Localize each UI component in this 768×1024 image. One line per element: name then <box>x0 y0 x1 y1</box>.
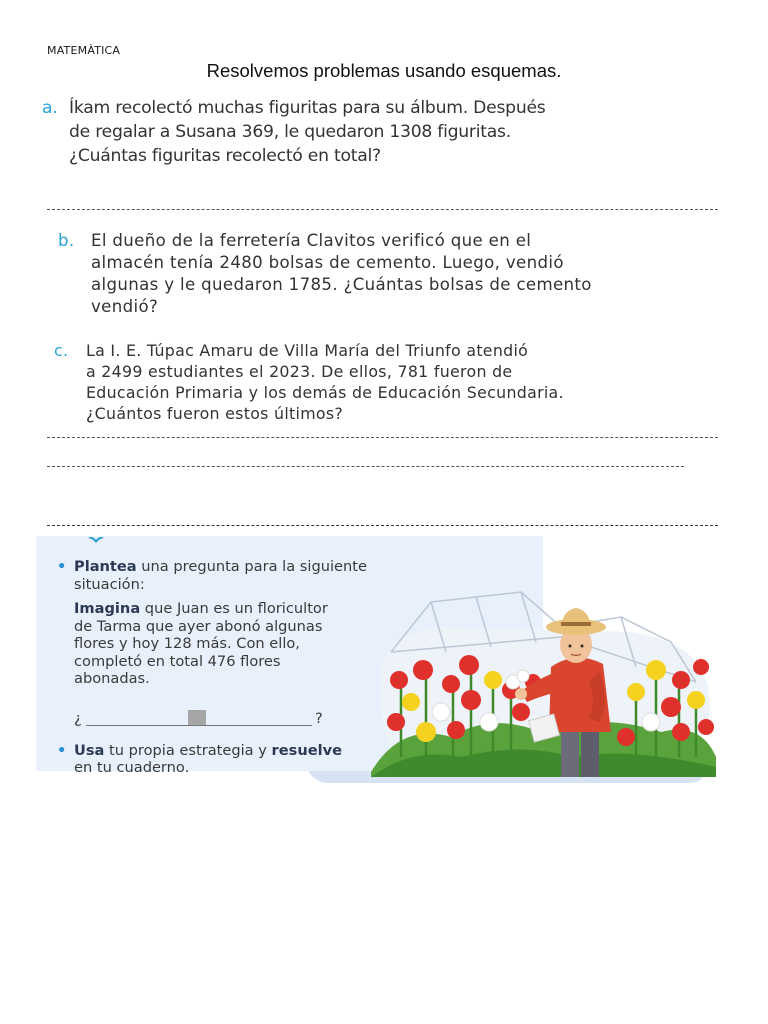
situation-line: flores y hoy 128 más. Con ello, <box>74 635 300 652</box>
plantea-keyword: Plantea <box>74 558 137 575</box>
activity-card <box>36 536 716 786</box>
problem-c <box>54 340 564 424</box>
bird-icon <box>88 533 104 547</box>
problem-a-line: de regalar a Susana 369, le quedaron 1308 figuritas. <box>69 122 511 142</box>
question-open-mark: ¿ <box>74 709 82 727</box>
problem-c-line: La I. E. Túpac Amaru de Villa María del Triunfo atendió <box>86 341 529 360</box>
question-close-mark: ? <box>315 709 323 727</box>
problem-b-line: almacén tenía 2480 bolsas de cemento. Luego, vendió <box>91 253 564 272</box>
activity-text <box>56 558 386 777</box>
answer-dashed-line <box>47 437 718 438</box>
problem-b-line: El dueño de la ferretería Clavitos verificó que en el <box>91 231 532 250</box>
problem-b-line: vendió? <box>91 297 159 316</box>
problem-a-line: Íkam recolectó muchas figuritas para su álbum. Después <box>69 98 546 118</box>
answer-dashed-line <box>47 525 718 526</box>
situation-line: abonadas. <box>74 670 150 687</box>
usa-text-line2: en tu cuaderno. <box>74 759 190 776</box>
imagina-keyword: Imagina <box>74 600 141 617</box>
resuelve-keyword: resuelve <box>271 741 343 759</box>
situation-line: de Tarma que ayer abonó algunas <box>74 617 323 635</box>
farmer-flowers-illustration <box>371 572 716 777</box>
imagina-text: que Juan es un floricultor <box>140 600 328 617</box>
problem-c-marker: c. <box>54 341 69 360</box>
page-title: Resolvemos problemas usando esquemas. <box>206 60 562 81</box>
plantea-bullet <box>56 558 386 593</box>
problem-b-marker: b. <box>58 231 75 250</box>
question-answer-field[interactable] <box>74 710 386 730</box>
plantea-text-line2: situación: <box>74 575 145 593</box>
problem-c-line: Educación Primaria y los demás de Educación Secundaria. <box>86 383 564 402</box>
plantea-text: una pregunta para la siguiente <box>136 558 367 575</box>
bullet-dot: • <box>57 558 67 575</box>
problem-b-line: algunas y le quedaron 1785. ¿Cuántas bolsas de cemento <box>91 275 592 294</box>
problem-a-line: ¿Cuántas figuritas recolectó en total? <box>69 146 381 166</box>
usa-text: tu propia estrategia y <box>104 741 272 759</box>
answer-blank-line[interactable] <box>86 725 312 726</box>
usa-bullet <box>56 742 386 777</box>
problem-a <box>42 96 546 168</box>
problem-b <box>58 230 592 318</box>
situation-line: completó en total 476 flores <box>74 652 281 670</box>
bullet-dot: • <box>57 741 67 759</box>
problem-c-line: a 2499 estudiantes el 2023. De ellos, 781 fueron de <box>86 362 513 381</box>
answer-placeholder-box <box>188 710 206 725</box>
problem-a-marker: a. <box>42 98 58 118</box>
subject-label: MATEMÀTICA <box>47 44 121 57</box>
problem-c-line: ¿Cuántos fueron estos últimos? <box>86 404 344 423</box>
usa-keyword: Usa <box>74 741 105 759</box>
answer-dashed-line <box>47 466 684 467</box>
answer-dashed-line <box>47 209 718 210</box>
situation-text <box>74 600 386 688</box>
